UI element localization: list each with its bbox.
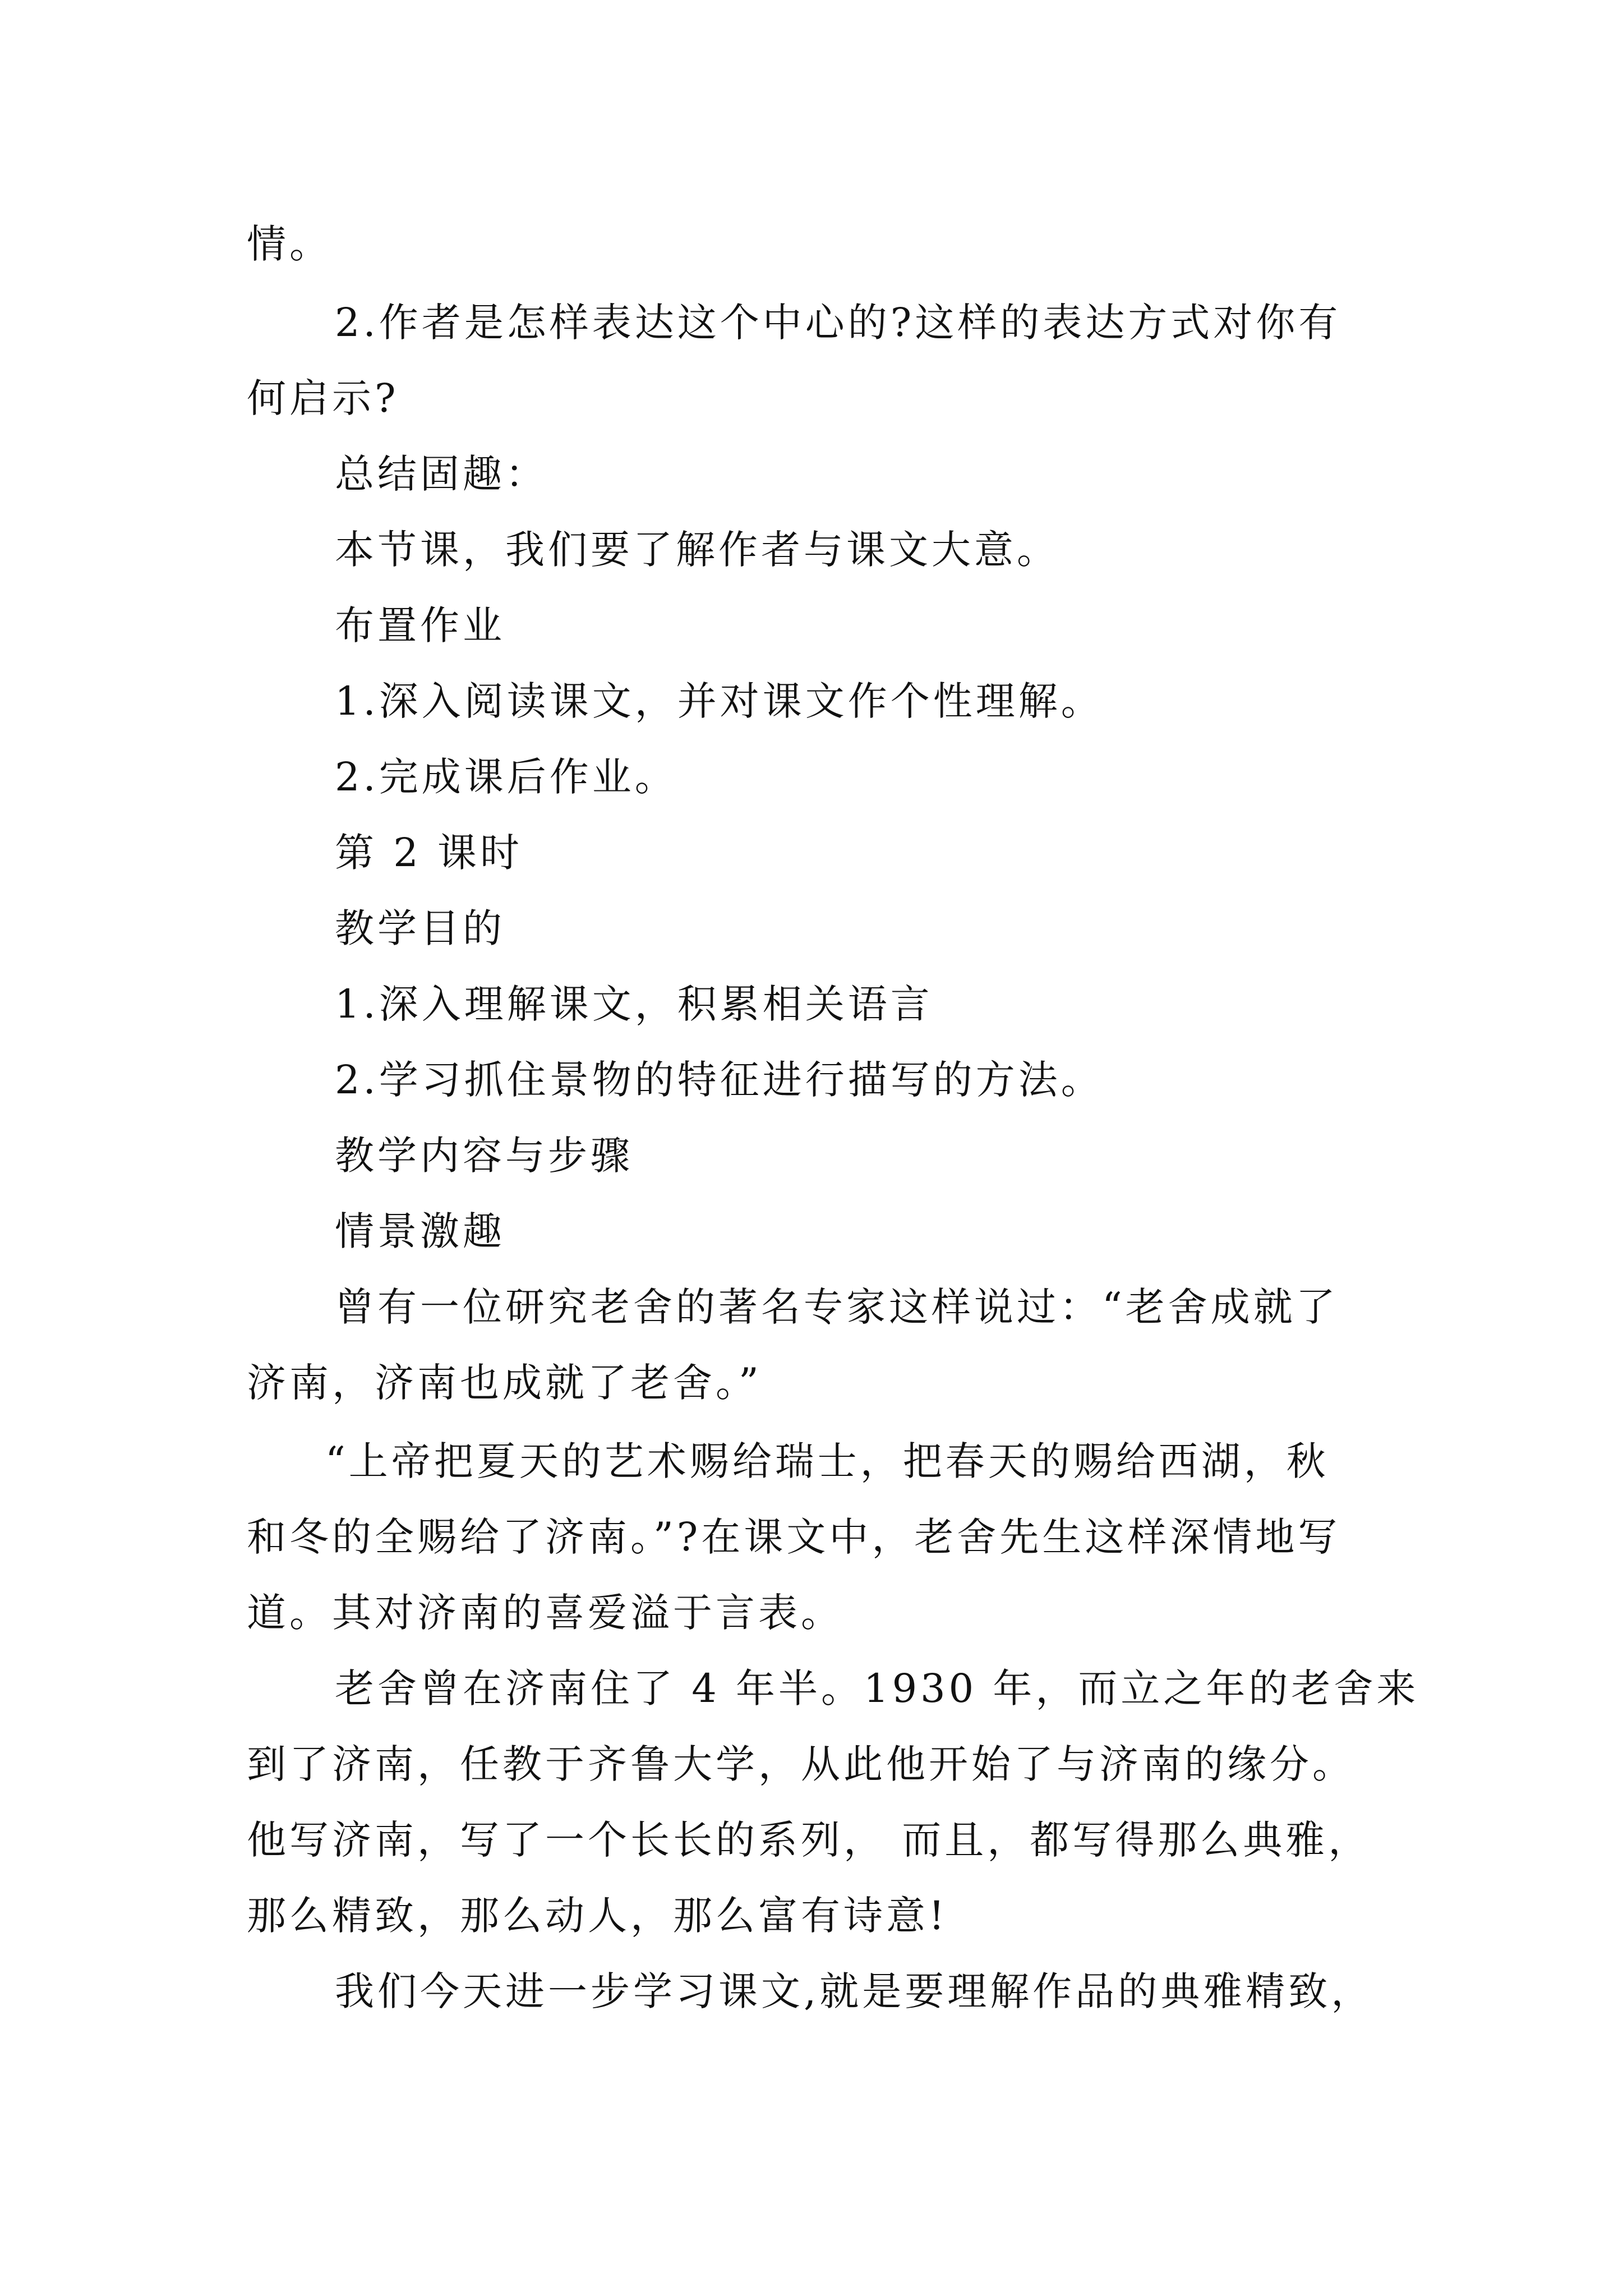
section-heading: 总结固趣：	[335, 451, 548, 497]
section-heading: 布置作业	[335, 602, 505, 648]
text-line: 济南，济南也成就了老舍。”	[247, 1360, 762, 1406]
text-line: 情。	[247, 221, 332, 267]
list-item: 1.深入阅读课文，并对课文作个性理解。	[335, 678, 1104, 724]
text-line: 本节课，我们要了解作者与课文大意。	[335, 527, 1059, 573]
text-line: 曾有一位研究老舍的著名专家这样说过：“老舍成就了	[335, 1284, 1339, 1330]
list-item: 2.完成课后作业。	[335, 754, 677, 800]
text-line: 何启示?	[247, 375, 399, 421]
text-line: “上帝把夏天的艺术赐给瑞士，把春天的赐给西湖，秋	[325, 1438, 1329, 1484]
text-line: 2.作者是怎样表达这个中心的?这样的表达方式对你有	[335, 300, 1341, 346]
section-heading: 第 2 课时	[335, 830, 523, 876]
text-line: 道。其对济南的喜爱溢于言表。	[247, 1590, 843, 1636]
text-line: 和冬的全赐给了济南。”?在课文中，老舍先生这样深情地写	[247, 1514, 1341, 1560]
text-line: 他写济南，写了一个长长的系列， 而且，都写得那么典雅，	[247, 1817, 1371, 1863]
list-item: 1.深入理解课文，积累相关语言	[335, 981, 933, 1027]
list-item: 2.学习抓住景物的特征进行描写的方法。	[335, 1057, 1104, 1103]
text-line: 那么精致，那么动人，那么富有诗意!	[247, 1893, 948, 1939]
section-heading: 情景激趣	[335, 1208, 505, 1254]
text-line: 到了济南，任教于齐鲁大学，从此他开始了与济南的缘分。	[247, 1741, 1355, 1787]
text-line: 我们今天进一步学习课文,就是要理解作品的典雅精致，	[335, 1968, 1374, 2014]
section-heading: 教学内容与步骤	[335, 1133, 633, 1179]
text-line: 老舍曾在济南住了 4 年半。1930 年，而立之年的老舍来	[335, 1665, 1419, 1711]
section-heading: 教学目的	[335, 905, 505, 951]
